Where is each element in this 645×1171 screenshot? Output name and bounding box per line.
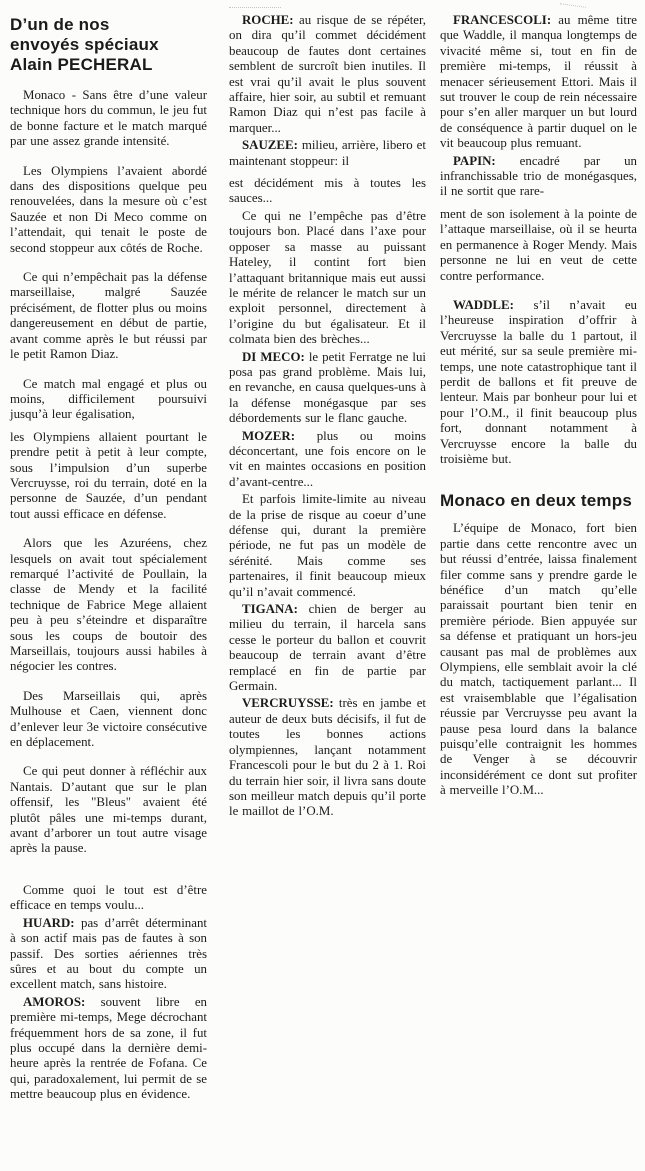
player-name: SAUZEE: [242,138,302,153]
paragraph: Comme quoi le tout est d’être efficace en temps voulu... [10,882,207,913]
player-rating-paragraph: PAPIN: encadré par un infranchissable trio de monégasques, il ne sortit que rare- [440,153,637,199]
player-rating-paragraph: AMOROS: souvent libre en première mi-temps, Mege décrochant fréquemment hors de sa zone, il fut plus occupé dans la dernière demi-heure après la rentrée de Fofana. Ce qui, paradoxalement, lui permit de se mettre beaucoup plus en évidence. [10,994,207,1102]
paragraph: Monaco - Sans être d’une valeur technique hors du commun, le jeu fut de bonne facture et le match marqué par une assez grande intensité. [10,88,207,149]
paragraph: Alors que les Azuréens, chez lesquels on avait tout spécialement remarqué l’activité de Poullain, la classe de Mendy et la facilité technique de Fabrice Mege allaient peu à peu s’éteindre et disparaître sous les coups de boutoir des Marseillais, toujours aussi habiles à négocier les contres. [10,536,207,674]
player-name: HUARD: [23,915,81,930]
article-column-3 [440,13,637,799]
article-column-1 [10,13,207,1103]
paragraph: Des Marseillais qui, après Mulhouse et Caen, viennent donc d’enlever leur 3e victoire consécutive en déplacement. [10,688,207,750]
player-name: AMOROS: [23,994,101,1009]
player-rating-paragraph: VERCRUYSSE: très en jambe et auteur de deux buts décisifs, il fut de toutes les bonnes actions olympiennes, lançant notamment Francescoli pour le but du 2 à 1. Roi du terrain hier soir, il livra sans doute son meilleur match depuis qu’il porte le maillot de l’O.M. [229,696,426,819]
player-name: WADDLE: [453,297,534,312]
player-name: VERCRUYSSE: [242,696,339,711]
paragraph: Les Olympiens l’avaient abordé dans des dispositions quelque peu renouvelées, dans la mesure où c’est Sauzée et non Di Meco comme on l’attendait, qui tenait le poste de second stoppeur aux côtés de Roche. [10,163,207,255]
player-rating-paragraph: TIGANA: chien de berger au milieu du terrain, il harcela sans cesse le porteur du ballon et couvrit beaucoup de terrain avant d’être remplacé en fin de partie par Germain. [229,602,427,694]
paragraph: L’équipe de Monaco, fort bien partie dans cette rencontre avec un but réussi d’entrée, laissa finalement filer comme sans y prendre garde le bénéfice d’un match qu’elle paraissait pourtant bien tenir en première période. Bien appuyée sur sa défense et pratiquant un hors-jeu causant pas mal de problèmes aux Olympiens, elle semblait avoir la clé du match, tactiquement parlant... Il est vraisemblable que l’égalisation réussie par Vercruysse peu avant la pause pesa lourd dans la balance puisqu’elle contraignit les hommes de Venger à se découvrir inconsidérément ce dont sut profiter à merveille l’O.M... [440,521,637,798]
paragraph: Et parfois limite-limite au niveau de la prise de risque au coeur d’une défense qui, durant la première période, ne fut pas un modèle de sérénité. Mais comme ses partenaires, il finit beaucoup mieux qu’il n’avait commencé. [229,492,426,599]
scan-artifact [560,3,586,8]
player-rating-paragraph: WADDLE: s’il n’avait eu l’heureuse inspiration d’offrir à Vercruysse la balle du 1 partout, il eut mérité, sur sa seule première mi-temps, une note catastrophique tant il perdit de ballons et fit preuve de lenteur. Mais par bonheur pour lui et pour l’O.M., il finit beaucoup plus fort, donnant notamment à Vercruysse encore la balle du troisième but. [440,297,638,466]
player-name: PAPIN: [453,153,520,168]
player-rating-paragraph: ROCHE: au risque de se répéter, on dira qu’il commet décidément beaucoup de fautes dont certaines semblent de surcroît bien inutiles. Il est vrai qu’il avait le plus souvent affaire, hier soir, au subtil et remuant Ramon Diaz qui n’est pas facile à marquer... [229,13,426,135]
player-rating-paragraph: MOZER: plus ou moins déconcertant, une fois encore on le vit en maintes occasions en position d’avant-centre... [229,428,426,489]
paragraph: les Olympiens allaient pourtant le prendre petit à petit à leur compte, sous l’impulsion d’un superbe Vercruysse, roi du terrain, doté en la personne de Sauzée, d’un pendant tout aussi efficace en défense. [10,429,207,521]
player-name: MOZER: [242,428,317,443]
player-name: FRANCESCOLI: [453,13,559,27]
player-rating-paragraph: FRANCESCOLI: au même titre que Waddle, il manqua longtemps de vivacité même si, tout en fin de première mi-temps, il réussit à menacer sérieusement Ettori. Mais il sut trouver le coup de rein nécessaire pour s’en aller marquer un but lourd de conséquence à partir duquel on le vit beaucoup plus remuant. [440,13,637,151]
article-byline [10,15,207,75]
article-column-2 [229,13,426,820]
player-name: DI MECO: [242,349,309,364]
byline-line: envoyés spéciaux [10,35,159,54]
paragraph: est décidément mis à toutes les sauces... [229,176,426,206]
paragraph: Ce qui n’empêchait pas la défense marseillaise, malgré Sauzée précisément, de flotter plus ou moins dangereusement en début de partie, avant comme après le but réussi par le petit Ramon Diaz. [10,270,207,362]
player-rating-paragraph: HUARD: pas d’arrêt déterminant à son actif mais pas de fautes à son passif. Des sorties aériennes très sûres et au bout du compte un excellent match, sans histoire. [10,915,207,992]
player-name: ROCHE: [242,13,300,27]
paragraph: Ce match mal engagé et plus ou moins, difficilement poursuivi jusqu’à leur égalisation, [10,376,207,422]
player-name: TIGANA: [242,602,309,617]
paragraph: ment de son isolement à la pointe de l’attaque marseillaise, où il se heurta en permanence à Roger Mendy. Mais personne ne lui en veut de cette contre performance. [440,206,637,283]
player-rating-paragraph: DI MECO: le petit Ferratge ne lui posa pas grand problème. Mais lui, en revanche, en causa quelques-uns à la défense monégasque par ses débordements sur le flanc gauche. [229,349,426,426]
scan-artifact [229,7,281,8]
byline-line: D’un de nos [10,15,110,34]
paragraph: Ce qui ne l’empêche pas d’être toujours bon. Placé dans l’axe pour opposer sa masse au puissant Hateley, il contint fort bien l’attaquant britannique mais eut aussi le mérite de relancer le match sur un exploit personnel, directement à l’origine du but égalisateur. Et il colmata bien des brèches... [229,208,426,347]
player-rating-paragraph: SAUZEE: milieu, arrière, libero et maintenant stoppeur: il [229,138,426,168]
byline-line: Alain PECHERAL [10,55,153,74]
section-heading: Monaco en deux temps [440,491,632,511]
paragraph: Ce qui peut donner à réfléchir aux Nantais. D’autant que sur le plan offensif, les "Bleus" avaient été plutôt pâles une mi-temps durant, avant d’arborer un tout autre visage après la pause. [10,764,207,856]
